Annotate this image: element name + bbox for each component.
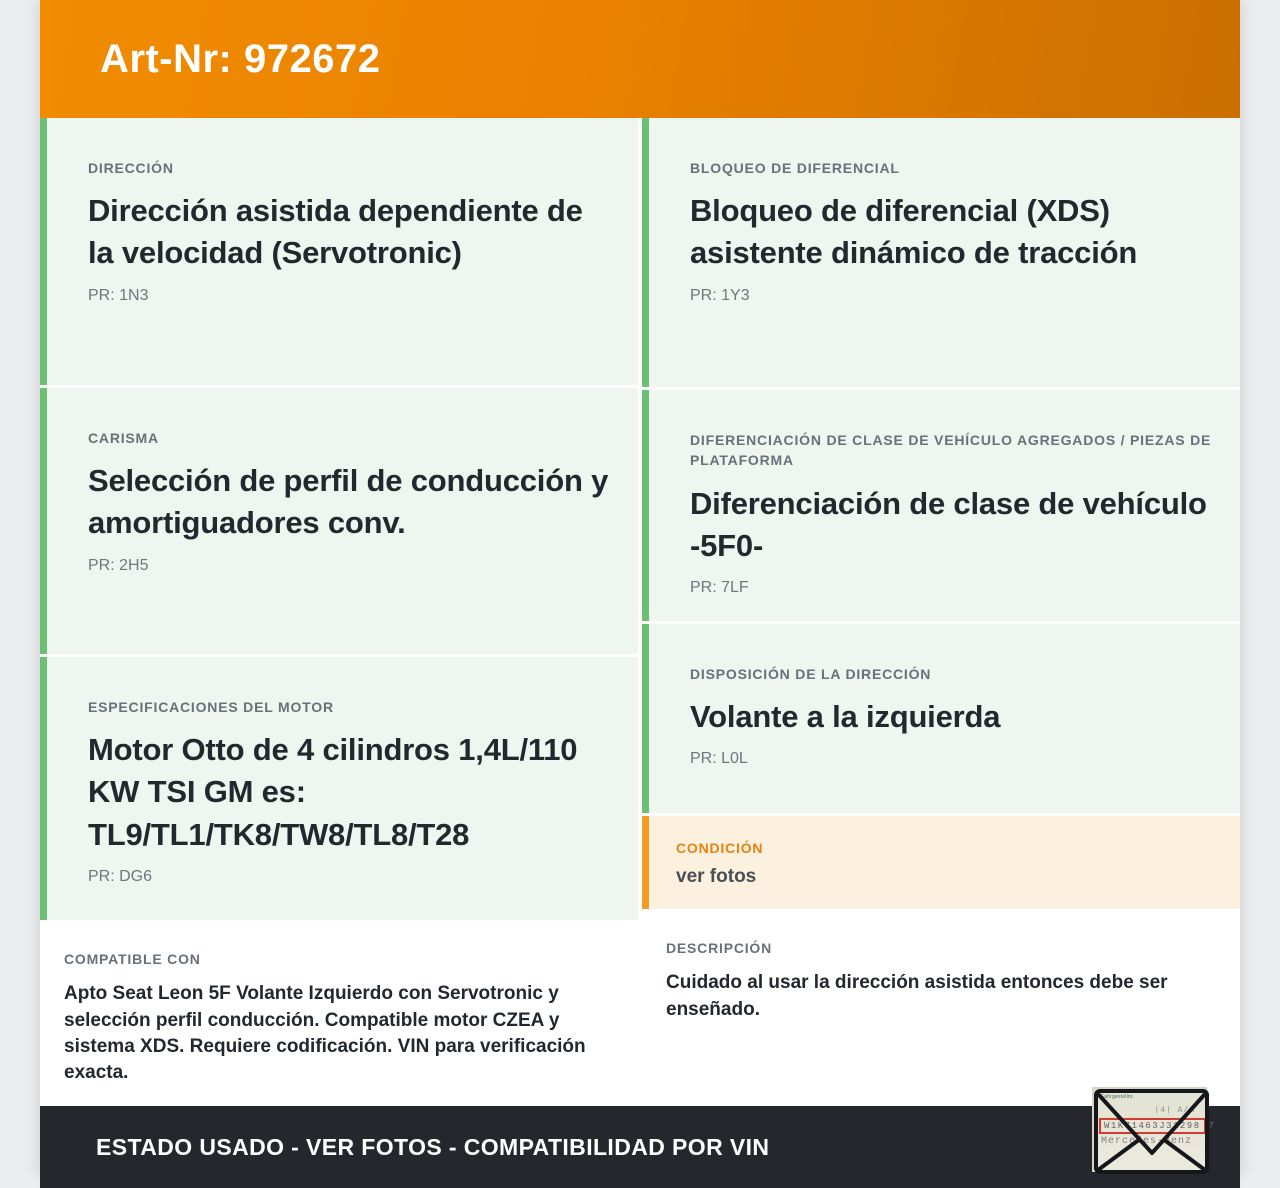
pr-code: PR: 7LF xyxy=(690,578,749,596)
card-label: DIRECCIÓN xyxy=(88,160,174,176)
doc-meta-text: |4| A/A xyxy=(1154,1106,1195,1115)
card-direccion xyxy=(40,118,638,385)
right-column xyxy=(642,118,1240,1106)
card-title: Dirección asistida dependiente de la velocidad (Servotronic) xyxy=(88,193,583,271)
vin-document-thumbnail[interactable] xyxy=(1092,1087,1215,1172)
left-column xyxy=(40,118,638,1106)
condition-label: CONDICIÓN xyxy=(676,840,764,856)
card-title: Bloqueo de diferencial (XDS) asistente dinámico de tracción xyxy=(690,193,1138,271)
card-title: Volante a la izquierda xyxy=(690,699,1001,735)
pr-code: PR: DG6 xyxy=(88,867,153,885)
card-title: Selección de perfil de conducción y amortiguadores conv. xyxy=(88,463,609,541)
card-label: CARISMA xyxy=(88,430,159,446)
card-label: ESPECIFICACIONES DEL MOTOR xyxy=(88,699,334,715)
condition-value: ver fotos xyxy=(676,866,757,888)
description-text: Cuidado al usar la dirección asistida entonces debe ser enseñado. xyxy=(666,972,1168,1020)
doc-brand-text: Mercedes-Benz xyxy=(1101,1136,1193,1147)
card-carisma xyxy=(40,388,638,654)
vin-suffix: 7 xyxy=(1208,1121,1215,1131)
card-label: DISPOSICIÓN DE LA DIRECCIÓN xyxy=(690,666,932,682)
status-footer-bar xyxy=(40,1106,1240,1188)
card-condicion xyxy=(642,816,1240,909)
pr-code: PR: 1Y3 xyxy=(690,286,750,304)
card-diferenciacion-clase xyxy=(642,390,1240,621)
card-disposicion-direccion xyxy=(642,624,1240,813)
article-number-title: Art-Nr: 972672 xyxy=(100,36,381,81)
footer-status-text: ESTADO USADO - VER FOTOS - COMPATIBILIDAD POR VIN xyxy=(96,1133,770,1160)
pr-code: PR: 2H5 xyxy=(88,556,149,574)
card-descripcion xyxy=(642,912,1240,1106)
card-compatible-con xyxy=(40,923,638,1106)
card-title: Motor Otto de 4 cilindros 1,4L/110 KW TSI GM es: TL9/TL1/TK8/TW8/TL8/T28 xyxy=(88,732,578,852)
pr-code: PR: 1N3 xyxy=(88,286,149,304)
card-label: BLOQUEO DE DIFERENCIAL xyxy=(690,160,900,176)
card-label: DESCRIPCIÓN xyxy=(666,940,773,956)
card-label: COMPATIBLE CON xyxy=(64,951,201,967)
card-title: Diferenciación de clase de vehículo -5F0- xyxy=(690,485,1207,563)
card-label: DIFERENCIACIÓN DE CLASE DE VEHÍCULO AGREGADOS / PIEZAS DE PLATAFORMA xyxy=(690,432,1212,469)
pr-code: PR: L0L xyxy=(690,750,748,768)
vin-highlight-box: W1K71463J31298 xyxy=(1099,1118,1206,1134)
compatibility-text: Apto Seat Leon 5F Volante Izquierdo con Servotronic y selección perfil conducción. Compatible motor CZEA y sistema XDS. Requiere codificación. VIN para verificación exacta. xyxy=(64,983,586,1083)
card-motor xyxy=(40,657,638,920)
page-header xyxy=(40,0,1240,118)
card-bloqueo-diferencial xyxy=(642,118,1240,387)
doc-field-label: Fahrgestellnr. xyxy=(1101,1094,1135,1100)
listing-page xyxy=(40,0,1240,1175)
envelope-outline-icon xyxy=(1094,1089,1209,1174)
cards-grid xyxy=(40,118,1240,1106)
